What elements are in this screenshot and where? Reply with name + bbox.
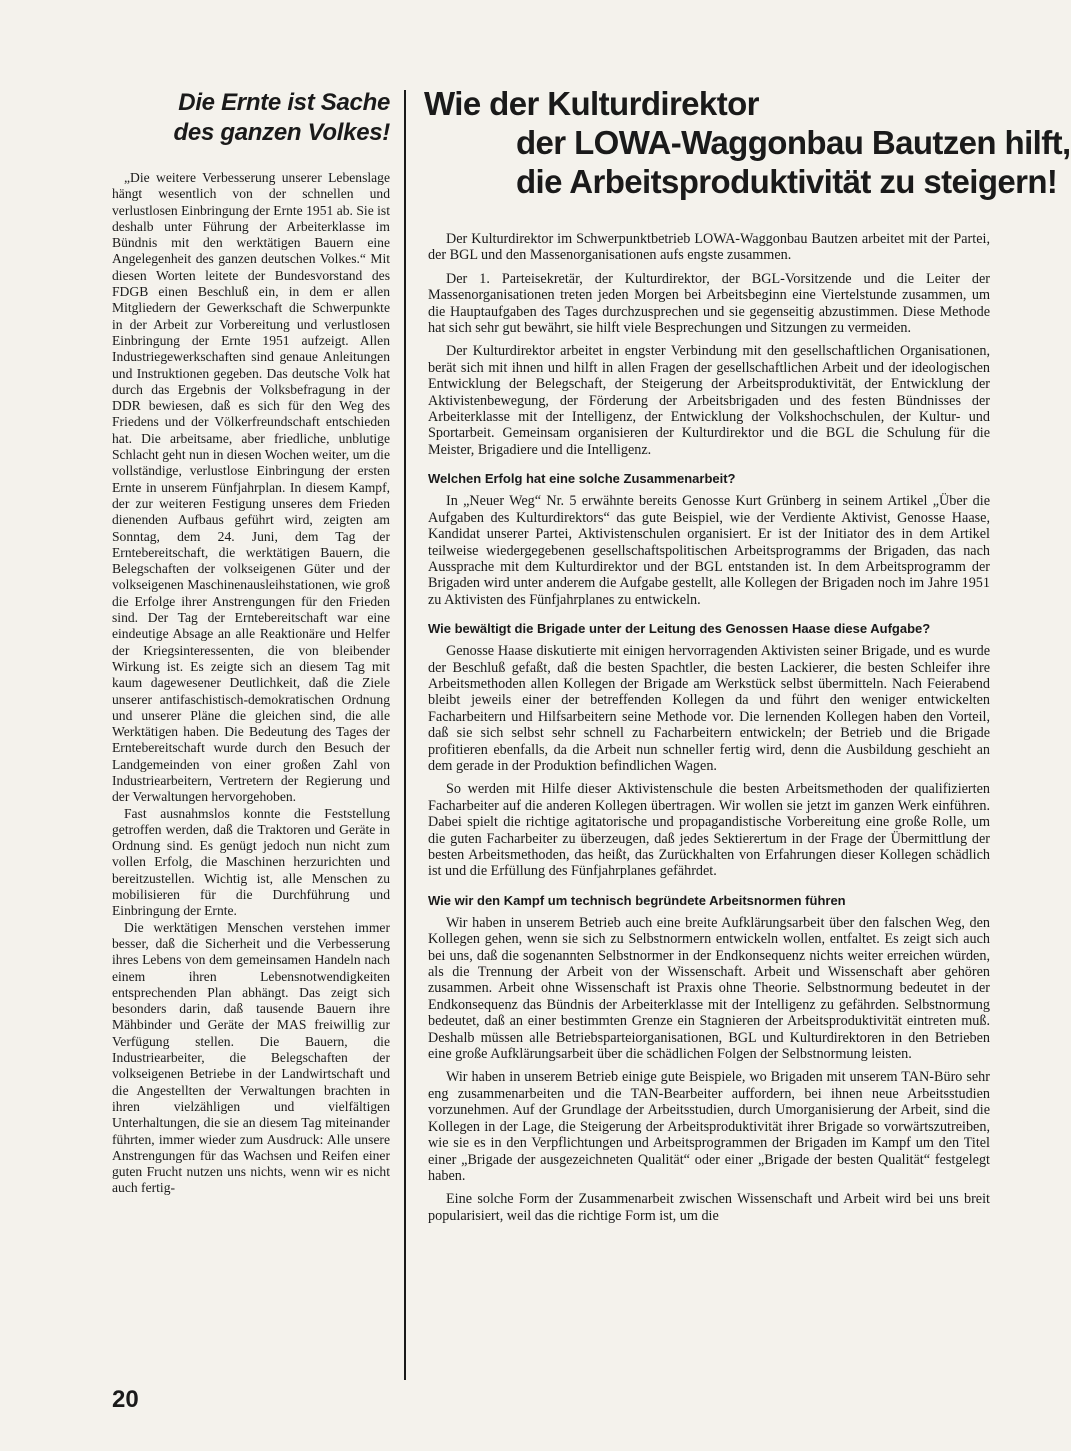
right-title-line-1: Wie der Kulturdirektor <box>424 85 759 122</box>
left-title-line-1: Die Ernte ist Sache <box>178 89 390 116</box>
left-article-title <box>112 88 390 148</box>
column-divider <box>404 90 406 1380</box>
left-article-body <box>112 170 390 1197</box>
left-title-line-2: des ganzen Volkes! <box>173 119 390 146</box>
right-article-body <box>420 231 990 1224</box>
left-paragraph: Fast ausnahmslos konnte die Feststellung getroffen werden, daß die Traktoren und Geräte in Ordnung sind. Es genügt jedoch nun nicht zum vollen Erfolg, die Maschinen herzurichten und bereitzustellen. Wichtig ist, alle Menschen zu mobilisieren für die Durchführung und Einbringung der Ernte. <box>112 805 390 919</box>
section-heading: Welchen Erfolg hat eine solche Zusammenarbeit? <box>428 471 736 487</box>
right-paragraph: Eine solche Form der Zusammenarbeit zwischen Wissenschaft und Arbeit wird bei uns breit popularisiert, weil das die richtige Form ist, um die <box>428 1191 990 1224</box>
right-paragraph: Der 1. Parteisekretär, der Kulturdirektor, der BGL-Vorsitzende und die Leiter der Massenorganisationen treten jeden Morgen bei Arbeitsbeginn eine Viertelstunde zusammen, um die Hauptaufgaben des Tages durchzusprechen und sie gegenseitig abzustimmen. Diese Methode hat sich sehr gut bewährt, sie hilft viele Besprechungen und Sitzungen zu vermeiden. <box>428 270 990 337</box>
left-column <box>112 88 390 1376</box>
page-number: 20 <box>112 1386 139 1413</box>
section-heading: Wie bewältigt die Brigade unter der Leitung des Genossen Haase diese Aufgabe? <box>428 621 931 637</box>
right-column <box>420 84 1071 1384</box>
right-title-line-2: der LOWA-Waggonbau Bautzen hilft, <box>516 124 1071 161</box>
right-paragraph: Genosse Haase diskutierte mit einigen hervorragenden Aktivisten seiner Brigade, und es wurde der Beschluß gefaßt, daß die besten Spachtler, die besten Lackierer, die besten Schleifer ihre Arbeitsmethoden allen Kollegen der Brigade am Werkstück selbst übermitteln. Nach Feierabend bleibt jeweils einer der betreffenden Kollegen da und führt den weniger entwickelten Facharbeitern und Hilfsarbeitern seine Methode vor. Die lernenden Kollegen haben den Vorteil, daß sie sich selbst sehr schnell zu Facharbeitern entwickeln; der Betrieb und die Brigade profitieren ebenfalls, da die Arbeit nun schneller fertig wird, denn die Ausbildung geschieht an dem gerade in der Produktion befindlichen Wagen. <box>428 643 990 774</box>
right-title-line-3: die Arbeitsproduktivität zu steigern! <box>516 163 1058 200</box>
right-paragraph: So werden mit Hilfe dieser Aktivistenschule die besten Arbeitsmethoden der qualifizierten Facharbeiter auf die anderen Kollegen übertragen. Wir wollen sie jetzt im ganzen Werk einführen. Dabei spielt die richtige agitatorische und propagandistische Vorbereitung eine große Rolle, um die guten Facharbeiter zu überzeugen, daß jedes Sektierertum in der Frage der Übermittlung der besten Arbeitsmethoden, das heißt, das Zurückhalten von Erfahrungen dieser Kollegen schädlich ist und die Erfüllung des Fünfjahrplanes gefährdet. <box>428 781 990 880</box>
right-article-title <box>420 84 1071 201</box>
right-paragraph: Der Kulturdirektor im Schwerpunktbetrieb LOWA-Waggonbau Bautzen arbeitet mit der Partei, der BGL und den Massenorganisationen aufs engste zusammen. <box>428 231 990 264</box>
left-paragraph: Die werktätigen Menschen verstehen immer besser, daß die Sicherheit und die Verbesserung ihres Lebens von dem gemeinsamen Handeln nach einem ihren Lebensnotwendigkeiten entsprechenden Plan abhängt. Das zeigt sich besonders darin, daß tausende Bauern ihre Mähbinder und Geräte der MAS freiwillig zur Verfügung stellen. Die Bauern, die Industriearbeiter, die Belegschaften der volkseigenen Betriebe in der Landwirtschaft und die Angestellten der Verwaltungen brachten in ihren vielzähligen und vielfältigen Unterhaltungen, die sie an diesem Tag miteinander führten, immer wieder zum Ausdruck: Alle unsere Anstrengungen für das Wachsen und Reifen einer guten Frucht nutzen uns nichts, wenn wir es nicht auch fertig- <box>112 919 390 1196</box>
section-heading: Wie wir den Kampf um technisch begründete Arbeitsnormen führen <box>428 892 846 908</box>
left-paragraph: „Die weitere Verbesserung unserer Lebenslage hängt wesentlich von der schnellen und verlustlosen Einbringung der Ernte 1951 ab. Sie ist deshalb unter Führung der Arbeiterklasse im Bündnis mit den werktätigen Bauern eine Angelegenheit des ganzen deutschen Volkes.“ Mit diesen Worten leitete der Bundesvorstand des FDGB einen Beschluß ein, in dem er allen Mitgliedern der Gewerkschaft die Schwerpunkte in der Arbeit zur Vorbereitung und verlustlosen Einbringung der Ernte 1951 aufzeigt. Allen Industriegewerkschaften sind genaue Anleitungen und Instruktionen gegeben. Das deutsche Volk hat durch das Ergebnis der Volksbefragung in der DDR bewiesen, daß es sich für den Weg des Friedens und der Völkerfreundschaft entschieden hat. Die arbeitsame, aber friedliche, unblutige Schlacht geht nun in diesen Wochen weiter, um die vollständige, verlustlose Einbringung der ersten Ernte in unserem Fünfjahrplan. In diesem Kampf, der zur weiteren Festigung unseres dem Frieden dienenden Aufbaus geführt wird, zeigten am Sonntag, dem 24. Juni, dem Tag der Erntebereitschaft, die werktätigen Bauern, die Belegschaften der volkseigenen Güter und der volkseigenen Maschinenausleihstationen, wie groß die Erfolge ihrer Anstrengungen für den Frieden sind. Der Tag der Erntebereitschaft war eine eindeutige Absage an alle Reaktionäre und Helfer der Kriegsinteressenten, die von bleibender Wirkung ist. Es zeigte sich an diesem Tag mit kaum dagewesener Deutlichkeit, daß die Ziele unserer antifaschistisch-demokratischen Ordnung und unserer Pläne die gleichen sind, die alle Werktätigen haben. Die Bedeutung des Tages der Erntebereitschaft wurde durch den Besuch der Landgemeinden von einer großen Zahl von Industriearbeitern, Vertretern der Regierung und der Verwaltungen hervorgehoben. <box>112 170 390 805</box>
right-paragraph: In „Neuer Weg“ Nr. 5 erwähnte bereits Genosse Kurt Grünberg in seinem Artikel „Über die Aufgaben des Kulturdirektors“ das gute Beispiel, wie der Verdiente Aktivist, Genosse Haase, Kandidat unserer Partei, Aktivistenschulen organisiert. Er ist der Initiator des in dem Artikel teilweise wiedergegebenen gesellschaftspolitischen Arbeitsprogramms der Brigaden, das nach Aussprache mit dem Kulturdirektor und der BGL entstanden ist. In dem Arbeitsprogramm der Brigaden wird unter anderem die Aufgabe gestellt, alle Kollegen der Brigaden noch im Jahre 1951 zu Aktivisten des Fünfjahrplanes zu entwickeln. <box>428 493 990 608</box>
right-paragraph: Wir haben in unserem Betrieb einige gute Beispiele, wo Brigaden mit unserem TAN-Büro sehr eng zusammenarbeiten und die TAN-Bearbeiter auffordern, bei ihnen neue Arbeitsstudien vorzunehmen. Auf der Grundlage der Arbeitsstudien, durch Umorganisierung der Arbeit, sind die Kollegen in der Lage, die Steigerung der Arbeitsproduktivität ihrer Brigade so vorwärtszutreiben, wie sie es in den Verpflichtungen und Arbeitsprogrammen der Brigaden im Kampf um den Titel einer „Brigade der ausgezeichneten Qualität“ oder einer „Brigade der besten Qualität“ festgelegt haben. <box>428 1069 990 1184</box>
right-paragraph: Der Kulturdirektor arbeitet in engster Verbindung mit den gesellschaftlichen Organisationen, berät sich mit ihnen und hilft in allen Fragen der gesellschaftlichen Arbeit und der ideologischen Entwicklung der Belegschaft, der Steigerung der Arbeitsproduktivität, der Entwicklung der Aktivistenbewegung, der Förderung der Arbeitsbrigaden und des festen Bündnisses der Arbeiterklasse mit der Intelligenz, der Entwicklung der Volkshochschulen, der Kultur- und Sportarbeit. Gemeinsam organisieren der Kulturdirektor und die BGL die Schulung für die Meister, Brigadiere und die Intelligenz. <box>428 343 990 458</box>
right-paragraph: Wir haben in unserem Betrieb auch eine breite Aufklärungsarbeit über den falschen Weg, den Kollegen gehen, wenn sie sich zu Selbstnormern entwickeln wollen, entfaltet. Es zeigt sich auch bei uns, daß die sogenannten Selbstnormer in der Endkonsequenz nichts weiter erreichen würden, als die Trennung der Arbeit von der Wissenschaft. Arbeit und Wissenschaft aber gehören zusammen. Arbeit ohne Wissenschaft ist Praxis ohne Theorie. Selbstnormung bedeutet in der Endkonsequenz das Bündnis der Arbeiterklasse mit der Intelligenz zu gefährden. Selbstnormung bedeutet, daß an einer bestimmten Grenze ein Stagnieren der Arbeitsproduktivität eintreten muß. Deshalb müssen alle Betriebsparteiorganisationen, BGL und Kulturdirektoren in den Betrieben eine große Aufklärungsarbeit über die schädlichen Folgen der Selbstnormung leisten. <box>428 914 990 1063</box>
